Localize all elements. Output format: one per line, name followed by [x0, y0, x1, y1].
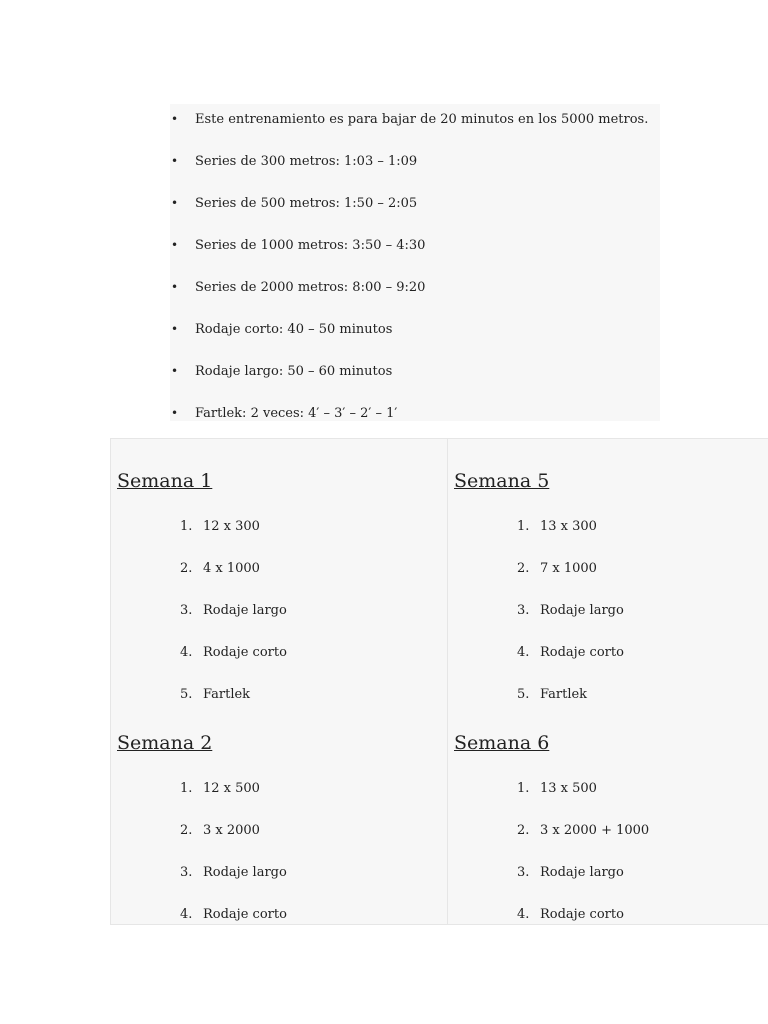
item-number: 3.: [180, 865, 193, 880]
list-item-text: Series de 2000 metros: 8:00 – 9:20: [195, 280, 426, 295]
item-text: Rodaje largo: [540, 865, 624, 880]
item-number: 1.: [517, 519, 530, 534]
week-list-semana-5: [454, 517, 768, 727]
list-item-text: Fartlek: 2 veces: 4′ – 3′ – 2′ – 1′: [195, 406, 398, 421]
list-item: [454, 643, 768, 685]
list-item: [170, 361, 660, 403]
bullet-icon: •: [171, 154, 179, 168]
item-text: 13 x 500: [540, 781, 597, 796]
item-text: Rodaje largo: [540, 603, 624, 618]
bullet-icon: •: [171, 238, 179, 252]
intro-box: [170, 104, 660, 421]
bullet-icon: •: [171, 196, 179, 210]
list-item-text: Rodaje corto: 40 – 50 minutos: [195, 322, 393, 337]
list-item: [117, 779, 437, 821]
item-text: Rodaje corto: [540, 645, 624, 660]
list-item: [454, 517, 768, 559]
list-item: [117, 517, 437, 559]
week-heading-semana-2: Semana 2: [117, 732, 213, 754]
item-text: Fartlek: [540, 687, 588, 702]
item-number: 5.: [517, 687, 530, 702]
bullet-icon: •: [171, 364, 179, 378]
bullet-icon: •: [171, 280, 179, 294]
item-number: 3.: [517, 865, 530, 880]
list-item: [454, 685, 768, 727]
bullet-icon: •: [171, 322, 179, 336]
item-text: Rodaje corto: [203, 645, 287, 660]
item-text: Rodaje largo: [203, 603, 287, 618]
list-item: [454, 601, 768, 643]
week-heading-semana-1: Semana 1: [117, 470, 213, 492]
week-list-semana-1: [117, 517, 437, 727]
list-item: [454, 559, 768, 601]
item-text: 13 x 300: [540, 519, 597, 534]
list-item: [117, 905, 437, 947]
intro-bullet-list: [170, 109, 660, 445]
bullet-icon: •: [171, 112, 179, 126]
list-item: [454, 863, 768, 905]
item-text: Rodaje corto: [540, 907, 624, 922]
list-item-text: Series de 300 metros: 1:03 – 1:09: [195, 154, 418, 169]
list-item: [454, 821, 768, 863]
item-number: 3.: [180, 603, 193, 618]
list-item: [117, 863, 437, 905]
list-item: [117, 685, 437, 727]
item-number: 4.: [180, 645, 193, 660]
list-item: [170, 235, 660, 277]
list-item: [117, 643, 437, 685]
item-number: 1.: [180, 781, 193, 796]
item-number: 2.: [180, 823, 193, 838]
list-item-text: Series de 500 metros: 1:50 – 2:05: [195, 196, 418, 211]
item-number: 2.: [517, 561, 530, 576]
item-text: 12 x 300: [203, 519, 260, 534]
week-list-semana-2: [117, 779, 437, 947]
item-text: Fartlek: [203, 687, 251, 702]
list-item: [170, 193, 660, 235]
item-number: 1.: [180, 519, 193, 534]
list-item-text: Series de 1000 metros: 3:50 – 4:30: [195, 238, 426, 253]
item-number: 2.: [517, 823, 530, 838]
week-heading-semana-6: Semana 6: [454, 732, 550, 754]
item-text: Rodaje corto: [203, 907, 287, 922]
item-number: 1.: [517, 781, 530, 796]
list-item: [117, 559, 437, 601]
item-text: 4 x 1000: [203, 561, 260, 576]
item-text: 7 x 1000: [540, 561, 597, 576]
list-item: [454, 779, 768, 821]
column-divider: [447, 439, 448, 924]
list-item-text: Este entrenamiento es para bajar de 20 minutos en los 5000 metros.: [195, 112, 649, 127]
item-text: 12 x 500: [203, 781, 260, 796]
list-item: [117, 821, 437, 863]
week-heading-semana-5: Semana 5: [454, 470, 550, 492]
weeks-table: [110, 438, 768, 925]
item-number: 3.: [517, 603, 530, 618]
list-item: [454, 905, 768, 947]
item-text: Rodaje largo: [203, 865, 287, 880]
list-item-text: Rodaje largo: 50 – 60 minutos: [195, 364, 393, 379]
list-item: [170, 319, 660, 361]
list-item: [170, 277, 660, 319]
list-item: [170, 109, 660, 151]
item-number: 5.: [180, 687, 193, 702]
item-text: 3 x 2000: [203, 823, 260, 838]
item-number: 2.: [180, 561, 193, 576]
week-list-semana-6: [454, 779, 768, 947]
bullet-icon: •: [171, 406, 179, 420]
list-item: [170, 151, 660, 193]
item-number: 4.: [517, 645, 530, 660]
item-text: 3 x 2000 + 1000: [540, 823, 650, 838]
list-item: [117, 601, 437, 643]
item-number: 4.: [517, 907, 530, 922]
item-number: 4.: [180, 907, 193, 922]
